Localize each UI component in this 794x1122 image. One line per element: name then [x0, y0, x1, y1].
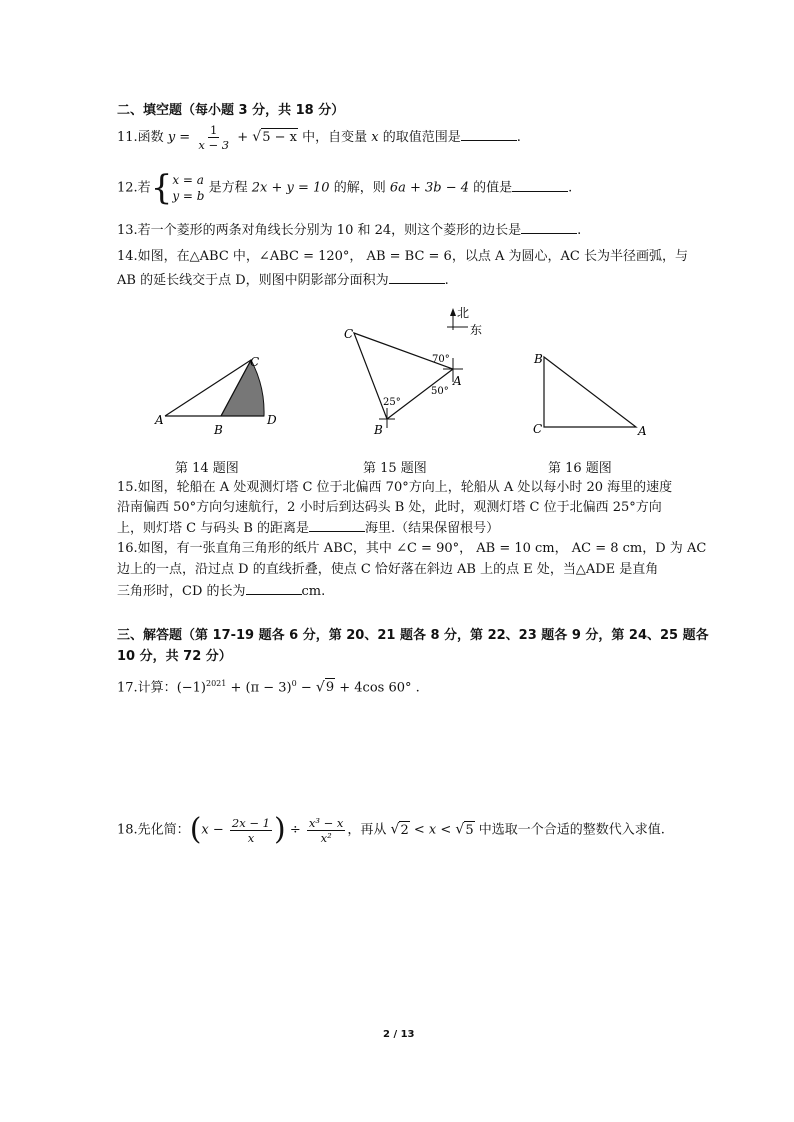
right-paren-icon: ): [273, 812, 286, 847]
fig16-label-a: A: [638, 424, 647, 438]
q15-answer-blank[interactable]: [309, 519, 365, 532]
question-17: [117, 675, 420, 697]
q18-divide: ÷: [285, 822, 305, 838]
q11-eq: =: [175, 130, 195, 145]
q18-mid: ，再从: [347, 822, 391, 838]
q11-numerator: 1: [210, 123, 218, 137]
question-15-line1: 15.如图，轮船在 A 处观测灯塔 C 位于北偏西 70°方向上，轮船从 A 处以每小时 20 海里的速度: [117, 480, 673, 495]
q12-answer-blank[interactable]: [512, 179, 568, 192]
q12-post: 的值是: [469, 180, 513, 196]
q11-y: y: [167, 130, 176, 145]
q12-end: .: [568, 180, 573, 196]
q18-radicand2: 5: [465, 822, 474, 838]
fig15-angle-25: 25°: [383, 397, 401, 408]
question-15-line2: 沿南偏西 50°方向匀速航行，2 小时后到达码头 B 处，此时，观测灯塔 C 位于北偏西 25°方向: [117, 500, 662, 515]
fig15-angle-70: 70°: [432, 354, 450, 365]
figure-14: [150, 350, 290, 440]
q18-fraction1: [230, 816, 272, 845]
question-12: [117, 168, 573, 208]
q18-den1: x: [247, 830, 255, 845]
section-3-title-line2: 10 分，共 72 分）: [117, 649, 232, 664]
q14-answer-blank[interactable]: [389, 271, 445, 284]
question-11: [117, 123, 521, 152]
section-2-title: 二、填空题（每小题 3 分，共 18 分）: [117, 103, 345, 118]
q17-exp2: 0: [291, 679, 297, 688]
question-18: [117, 812, 665, 847]
question-14-line2: [117, 271, 449, 290]
page-number: 2 / 13: [383, 1029, 415, 1040]
q18-num2: x³ − x: [308, 815, 344, 830]
fig14-label-a: A: [155, 413, 164, 427]
north-arrow-icon: [450, 308, 456, 316]
q11-denominator: x − 3: [198, 138, 230, 152]
fig16-label-b: B: [534, 352, 543, 366]
q17-exp1: 2021: [206, 679, 227, 688]
fig15-triangle: [354, 333, 453, 419]
q12-system: [172, 172, 204, 204]
question-16-line2: 边上的一点，沿过点 D 的直线折叠，使点 C 恰好落在斜边 AB 上的点 E 处，当△ADE 是直角: [117, 562, 659, 577]
fig15-angle-50: 50°: [431, 386, 449, 397]
fig15-label-north: 北: [457, 306, 470, 320]
q17-minus: −: [296, 680, 316, 696]
q11-post: 中，自变量: [297, 130, 372, 145]
q17-prefix: 17.计算：: [117, 680, 177, 696]
q18-x-minus: x −: [201, 822, 228, 838]
q11-post2: 的取值范围是: [378, 130, 461, 145]
sqrt-icon: √: [315, 679, 325, 696]
fig14-caption: 第 14 题图: [175, 461, 239, 476]
q15-line3-b: 海里.（结果保留根号）: [365, 521, 500, 536]
fig14-label-b: B: [214, 423, 223, 437]
q18-post: 中选取一个合适的整数代入求值.: [474, 822, 665, 838]
fig14-label-c: C: [250, 355, 260, 369]
sqrt-icon: √: [390, 821, 400, 838]
q17-radicand: 9: [325, 680, 335, 696]
q12-prefix: 12.若: [117, 180, 151, 196]
q15-line3-a: 上，则灯塔 C 与码头 B 的距离是: [117, 521, 310, 536]
fig16-triangle: [544, 357, 636, 427]
question-16-line1: 16.如图，有一张直角三角形的纸片 ABC，其中 ∠C = 90°， AB = 10 cm， AC = 8 cm，D 为 AC: [117, 541, 707, 556]
q12-equation: 2x + y = 10: [251, 180, 330, 196]
fig15-label-a: A: [453, 374, 462, 388]
question-14-line1: 14.如图，在△ABC 中，∠ABC = 120°， AB = BC = 6，以点 A 为圆心，AC 长为半径画弧，与: [117, 249, 688, 264]
q11-fraction: [196, 123, 231, 152]
q12-line2: y = b: [172, 189, 205, 203]
q12-line1: x = a: [172, 173, 204, 187]
question-13: [117, 221, 581, 240]
q16-answer-blank[interactable]: [246, 582, 302, 595]
q17-post: + 4cos 60° .: [335, 680, 420, 696]
q11-answer-blank[interactable]: [461, 128, 517, 141]
brace-icon: {: [150, 168, 173, 208]
q11-prefix: 11.函数: [117, 130, 168, 145]
q13-answer-blank[interactable]: [521, 221, 577, 234]
sqrt-icon: √: [252, 129, 262, 145]
q16-line3-a: 三角形时，CD 的长为: [117, 584, 246, 599]
fig16-caption: 第 16 题图: [548, 461, 612, 476]
q17-term2: + (π − 3): [226, 680, 292, 696]
question-16-line3: [117, 582, 325, 601]
q18-prefix: 18.先化简：: [117, 822, 190, 838]
q16-line3-b: cm.: [301, 584, 326, 599]
sqrt-icon: √: [455, 821, 465, 838]
q11-x: x: [371, 130, 379, 145]
q17-term1: (−1): [176, 680, 206, 696]
q14-end: .: [444, 273, 449, 288]
figure-15: [335, 300, 495, 440]
fig14-label-d: D: [267, 413, 277, 427]
q13-end: .: [577, 223, 582, 238]
q12-mid2: 的解，则: [329, 180, 390, 196]
q18-radicand1: 2: [400, 822, 409, 838]
fig15-label-east: 东: [470, 323, 483, 337]
q18-inequality: < x <: [409, 822, 456, 838]
q11-radicand: 5 − x: [262, 130, 297, 145]
q11-plus: +: [233, 130, 253, 145]
q18-den2: x²: [320, 830, 332, 845]
q14-line2-text: AB 的延长线交于点 D，则图中阴影部分面积为: [117, 273, 389, 288]
figure-16: [525, 345, 655, 440]
question-15-line3: [117, 519, 499, 538]
q12-expression: 6a + 3b − 4: [389, 180, 470, 196]
q18-fraction2: [307, 816, 346, 845]
q11-end: .: [516, 130, 521, 145]
q12-mid: 是方程: [204, 180, 252, 196]
q13-text: 13.若一个菱形的两条对角线长分别为 10 和 24，则这个菱形的边长是: [117, 223, 522, 238]
fig15-label-c: C: [344, 327, 354, 341]
fig16-label-c: C: [533, 422, 543, 436]
left-paren-icon: (: [189, 812, 202, 847]
section-3-title-line1: 三、解答题（第 17-19 题各 6 分，第 20、21 题各 8 分，第 22、23 题各 9 分，第 24、25 题各: [117, 628, 709, 643]
q18-num1: 2x − 1: [231, 815, 270, 830]
fig15-label-b: B: [374, 423, 383, 437]
fig15-caption: 第 15 题图: [363, 461, 427, 476]
